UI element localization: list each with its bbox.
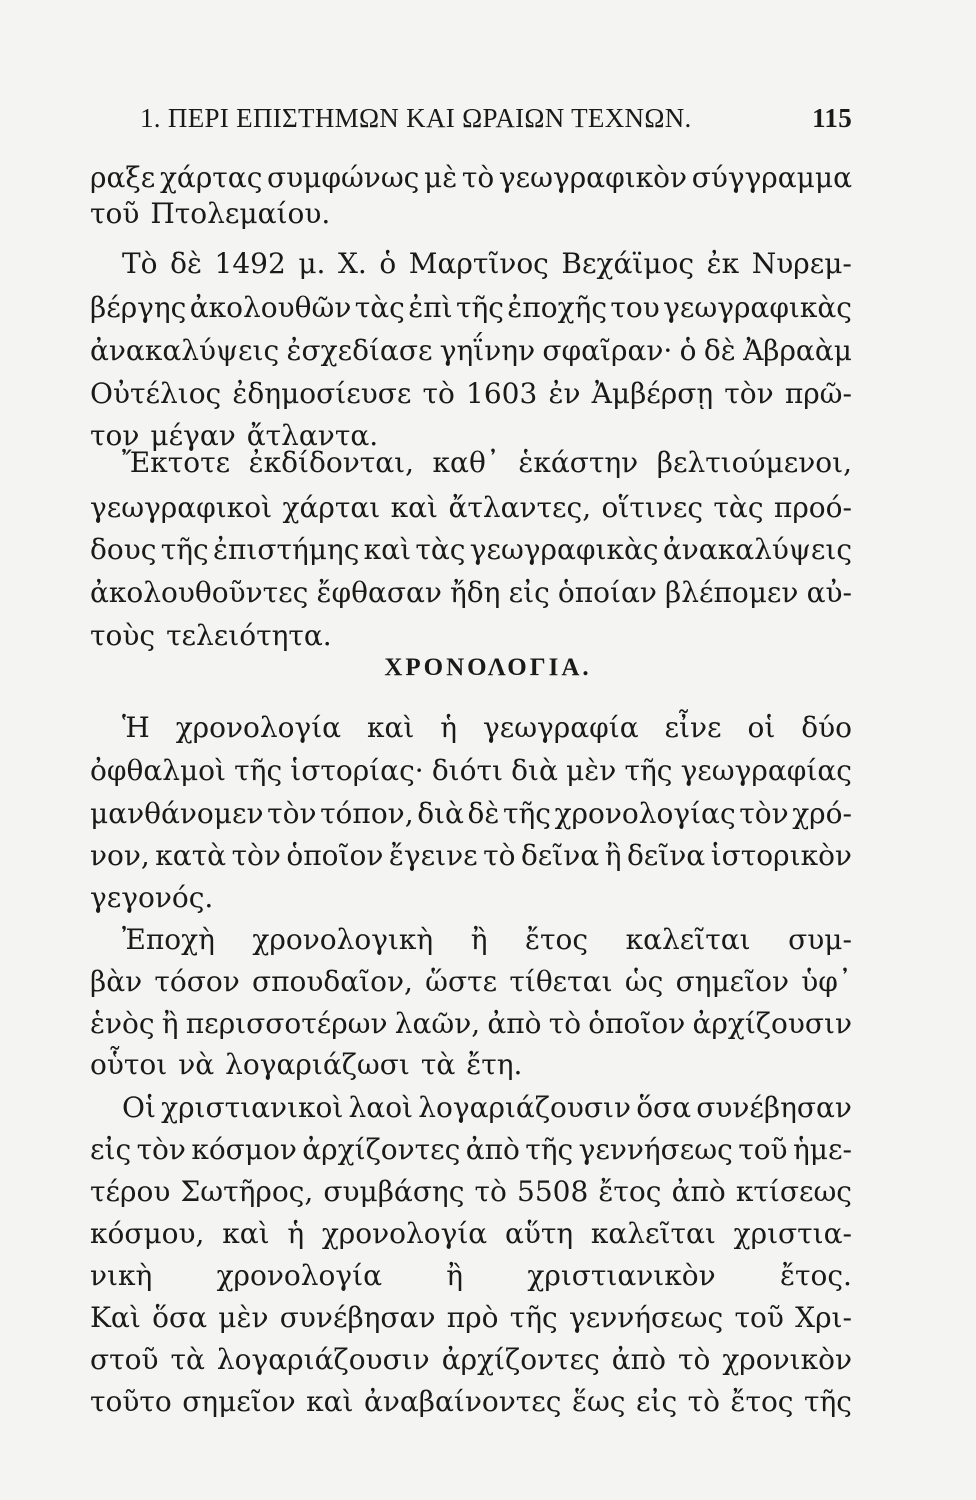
- word: γηΐνην: [439, 334, 536, 367]
- word: τὰς: [415, 533, 466, 566]
- word: Οἱ: [122, 1091, 156, 1124]
- word: προό-: [773, 491, 852, 524]
- word: ἄτλαντα.: [246, 419, 379, 452]
- text-line: [90, 490, 852, 526]
- text-line: [90, 1132, 852, 1168]
- word: εἰς: [90, 1133, 132, 1166]
- word: διότι: [431, 754, 503, 787]
- word: Σωτῆρος,: [180, 1175, 314, 1208]
- text-line: [90, 1216, 852, 1252]
- word: ἕως: [571, 1385, 626, 1418]
- text-line: [90, 753, 852, 789]
- word: τέρου: [90, 1175, 171, 1208]
- word: ὁποῖον: [286, 839, 384, 872]
- word: καὶ: [390, 491, 439, 524]
- word: οἱ: [747, 711, 776, 744]
- word: ἡ: [287, 1217, 305, 1250]
- word: Πτολεμαίου.: [150, 197, 331, 230]
- word: σπουδαῖον,: [251, 965, 413, 998]
- word: συμφώνως: [267, 161, 420, 194]
- word: ἢ: [470, 923, 488, 956]
- word: 1492: [214, 247, 286, 280]
- word: τοῦ: [738, 1133, 788, 1166]
- word: χρονολογίας: [554, 797, 736, 830]
- text-line: [90, 445, 852, 481]
- word: τὸ: [548, 1007, 582, 1040]
- word: ἢ: [604, 839, 622, 872]
- word: τὰ: [170, 1343, 205, 1376]
- word: τοῦ: [734, 1301, 784, 1334]
- word: χάρται: [282, 491, 381, 524]
- text-line: [90, 618, 852, 654]
- word: τὸ: [677, 1343, 711, 1376]
- word: ἐν: [548, 377, 581, 410]
- word: ἱστορίας·: [290, 754, 424, 787]
- word: γεωγραφικὰς: [663, 291, 852, 324]
- word: τῆς: [509, 1301, 558, 1334]
- word: ἔτος: [598, 1175, 662, 1208]
- word: καὶ: [363, 533, 412, 566]
- text-line: [90, 1006, 852, 1042]
- word: ὁ: [679, 334, 697, 367]
- text-line: [90, 796, 852, 832]
- word: τὸν: [739, 797, 789, 830]
- word: Ἀμβέρσῃ: [591, 377, 714, 410]
- word: περισσοτέρων: [185, 1007, 388, 1040]
- word: μ.: [298, 247, 326, 280]
- word: ἡμε-: [792, 1133, 852, 1166]
- word: τὸ: [687, 1385, 720, 1418]
- page-number: 115: [812, 103, 852, 133]
- word: ἀκολουθῶν: [189, 291, 352, 324]
- word: εἰς: [635, 1385, 678, 1418]
- word: τῆς: [803, 1385, 852, 1418]
- word: τὰ: [420, 1048, 456, 1081]
- word: τοὺς: [90, 619, 156, 652]
- word: λαοὶ: [348, 1091, 414, 1124]
- word: γεωγραφικὰς: [469, 533, 659, 566]
- word: Τὸ: [122, 247, 158, 280]
- word: βελτιούμενοι,: [656, 446, 852, 479]
- word: πρὸ: [446, 1301, 499, 1334]
- text-line: [90, 838, 852, 874]
- word: γεωγραφικὸν: [498, 161, 688, 194]
- text-line: [90, 333, 852, 369]
- word: τὰς: [354, 291, 405, 324]
- word: ἄτλαντες,: [448, 491, 592, 524]
- word: στοῦ: [90, 1343, 159, 1376]
- word: τὸ: [461, 161, 495, 194]
- word: ὅσα: [636, 1091, 692, 1124]
- word: ἐπὶ: [408, 291, 453, 324]
- word: τὸν: [136, 1133, 186, 1166]
- word: βέργης: [90, 291, 187, 324]
- word: 5508: [517, 1175, 589, 1208]
- word: 1603: [466, 377, 538, 410]
- word: μὲ: [424, 161, 458, 194]
- word: ἀπὸ: [487, 1007, 542, 1040]
- text-line: [90, 1090, 852, 1126]
- word: γεωγραφίας: [680, 754, 852, 787]
- word: χρονολογία: [321, 1217, 488, 1250]
- word: ἀνακαλύψεις: [662, 533, 852, 566]
- text-line: [90, 376, 852, 412]
- word: τῆς: [160, 533, 209, 566]
- word: ὡς: [624, 965, 664, 998]
- word: γεννήσεως: [569, 1301, 724, 1334]
- word: ἐποχῆς: [507, 291, 608, 324]
- word: σύγγραμμα: [691, 161, 852, 194]
- word: Χ.: [338, 247, 367, 280]
- word: πρῶ-: [784, 377, 852, 410]
- header-title: 1. ΠΕΡΙ ΕΠΙΣΤΗΜΩΝ ΚΑΙ ΩΡΑΙΩΝ ΤΕΧΝΩΝ.: [140, 103, 692, 133]
- word: ἐκδίδονται,: [248, 446, 414, 479]
- word: μανθάνομεν: [90, 797, 264, 830]
- word: γεγονός.: [90, 881, 214, 914]
- word: σφαῖραν·: [542, 334, 673, 367]
- word: ἀκολουθοῦντες: [90, 576, 309, 609]
- word: τόσον: [154, 965, 240, 998]
- word: κόσμου,: [90, 1217, 205, 1250]
- word: μέγαν: [150, 419, 236, 452]
- text-line: [90, 1342, 852, 1378]
- word: τοῦτο: [90, 1385, 172, 1418]
- word: ἔτος.: [779, 1259, 852, 1292]
- word: τελειότητα.: [166, 619, 332, 652]
- word: του: [610, 291, 660, 324]
- word: τὸ: [483, 839, 516, 872]
- word: χρονικὸν: [722, 1343, 852, 1376]
- word: Οὐτέλιος: [90, 377, 222, 410]
- word: τῆς: [525, 1133, 574, 1166]
- word: τίθεται: [509, 965, 613, 998]
- word: νικὴ: [90, 1259, 153, 1292]
- text-line: [90, 246, 852, 282]
- word: χάρτας: [159, 161, 263, 194]
- text-line: [90, 922, 852, 958]
- word: ἐπιστήμης: [212, 533, 360, 566]
- word: νὰ: [178, 1048, 215, 1081]
- word: καὶ: [366, 711, 415, 744]
- word: λογαριάζουσιν: [216, 1343, 430, 1376]
- word: ὑφ᾽: [801, 965, 852, 998]
- word: δὲ: [703, 334, 736, 367]
- text-line: [90, 532, 852, 568]
- running-header: [140, 103, 852, 143]
- word: τῆς: [624, 754, 673, 787]
- word: Ἀβραὰμ: [743, 334, 852, 367]
- word: ἡ: [440, 711, 458, 744]
- word: τῆς: [503, 797, 551, 830]
- word: τῆς: [234, 754, 283, 787]
- word: κατὰ: [155, 839, 227, 872]
- word: Ἔκτοτε: [122, 446, 231, 479]
- word: συνέβησαν: [696, 1091, 852, 1124]
- word: ἔτη.: [466, 1048, 523, 1081]
- word: κόσμον: [191, 1133, 297, 1166]
- word: καὶ: [306, 1385, 354, 1418]
- word: ἑκάστην: [518, 446, 639, 479]
- word: ἱστορικὸν: [710, 839, 852, 872]
- word: χρονολογία: [175, 711, 342, 744]
- word: ἔγεινε: [388, 839, 478, 872]
- word: ἔτος: [730, 1385, 794, 1418]
- word: συμ-: [788, 923, 852, 956]
- word: καθ᾽: [432, 446, 500, 479]
- word: τὸν: [267, 797, 317, 830]
- word: καλεῖται: [590, 1217, 716, 1250]
- word: ἐδημοσίευσε: [232, 377, 412, 410]
- word: τὸν: [231, 839, 281, 872]
- word: Καὶ: [90, 1301, 141, 1334]
- word: ἑνὸς: [90, 1007, 155, 1040]
- word: δους: [90, 533, 157, 566]
- word: ἔφθασαν: [316, 576, 442, 609]
- word: διὰ: [511, 754, 558, 787]
- word: οὗτοι: [90, 1048, 168, 1081]
- word: ραξε: [90, 161, 156, 194]
- text-line: [90, 160, 852, 196]
- word: λογαριάζουσιν: [418, 1091, 631, 1124]
- text-line: [90, 575, 852, 611]
- word: τοῦ: [90, 197, 140, 230]
- word: γεωγραφικοὶ: [90, 491, 273, 524]
- word: δεῖνα: [626, 839, 706, 872]
- word: λαῶν,: [394, 1007, 481, 1040]
- text-line: [90, 290, 852, 326]
- word: συνέβησαν: [279, 1301, 436, 1334]
- word: ὅσα: [152, 1301, 207, 1334]
- word: χριστιανικὸν: [527, 1259, 716, 1292]
- word: δὲ: [467, 797, 500, 830]
- word: διὰ: [417, 797, 464, 830]
- word: γεωγραφία: [482, 711, 639, 744]
- word: χριστια-: [733, 1217, 852, 1250]
- text-line: [90, 1047, 852, 1083]
- word: λογαριάζωσι: [225, 1048, 410, 1081]
- word: Νυρεμ-: [751, 247, 852, 280]
- word: χρονολογία: [216, 1259, 382, 1292]
- word: αὐ-: [806, 576, 852, 609]
- word: εἰς: [508, 576, 550, 609]
- text-line: [90, 880, 852, 916]
- section-heading: ΧΡΟΝΟΛΟΓΙΑ.: [384, 654, 592, 681]
- word: δὲ: [170, 247, 202, 280]
- word: τῆς: [455, 291, 504, 324]
- word: μὲν: [566, 754, 617, 787]
- word: καὶ: [222, 1217, 270, 1250]
- word: ἐκ: [706, 247, 740, 280]
- word: ὥστε: [425, 965, 498, 998]
- word: ἔτος: [525, 923, 589, 956]
- word: αὕτη: [504, 1217, 574, 1250]
- text-line: [90, 1384, 852, 1420]
- text-line: [90, 1258, 852, 1294]
- word: τον: [90, 419, 140, 452]
- word: ἐσχεδίασε: [286, 334, 433, 367]
- word: ἀνακαλύψεις: [90, 334, 280, 367]
- word: βὰν: [90, 965, 143, 998]
- text-line: [90, 964, 852, 1000]
- word: σημεῖον: [182, 1385, 296, 1418]
- word: συμβάσης: [323, 1175, 465, 1208]
- word: κτίσεως: [735, 1175, 852, 1208]
- word: σημεῖον: [675, 965, 790, 998]
- word: τὰς: [713, 491, 764, 524]
- word: ἀπὸ: [465, 1133, 520, 1166]
- word: Ἐποχὴ: [122, 923, 215, 956]
- word: ἢ: [161, 1007, 179, 1040]
- word: τὸν: [724, 377, 774, 410]
- word: δεῖνα: [520, 839, 600, 872]
- word: καλεῖται: [625, 923, 751, 956]
- word: χρό-: [792, 797, 852, 830]
- word: ἀρχίζοντες: [302, 1133, 461, 1166]
- word: ἀπὸ: [611, 1343, 666, 1376]
- text-line: [90, 1174, 852, 1210]
- word: ἀρχίζουσιν: [692, 1007, 852, 1040]
- word: δύο: [801, 711, 852, 744]
- word: ἤδη: [450, 576, 501, 609]
- word: τόπον,: [320, 797, 414, 830]
- word: ἀρχίζοντες: [441, 1343, 600, 1376]
- word: Χρι-: [795, 1301, 852, 1334]
- word: ὀφθαλμοὶ: [90, 754, 227, 787]
- text-line: [90, 196, 852, 232]
- word: ὁ: [379, 247, 397, 280]
- word: Βεχάϊμος: [561, 247, 695, 280]
- word: γεννήσεως: [578, 1133, 733, 1166]
- word: βλέπομεν: [665, 576, 799, 609]
- word: τὸ: [474, 1175, 507, 1208]
- text-line: [90, 1300, 852, 1336]
- word: τὸ: [422, 377, 455, 410]
- word: Ἡ: [122, 711, 150, 744]
- word: ἀπὸ: [671, 1175, 726, 1208]
- word: ἀναβαίνοντες: [363, 1385, 562, 1418]
- word: ὁποῖον: [588, 1007, 686, 1040]
- word: χριστιανικοὶ: [161, 1091, 344, 1124]
- word: Μαρτῖνος: [408, 247, 549, 280]
- word: ὁποίαν: [557, 576, 657, 609]
- word: ἢ: [446, 1259, 464, 1292]
- word: μὲν: [218, 1301, 269, 1334]
- word: νον,: [90, 839, 150, 872]
- word: οἵτινες: [601, 491, 704, 524]
- word: χρονολογικὴ: [252, 923, 434, 956]
- text-line: [90, 710, 852, 746]
- word: εἶνε: [664, 711, 722, 744]
